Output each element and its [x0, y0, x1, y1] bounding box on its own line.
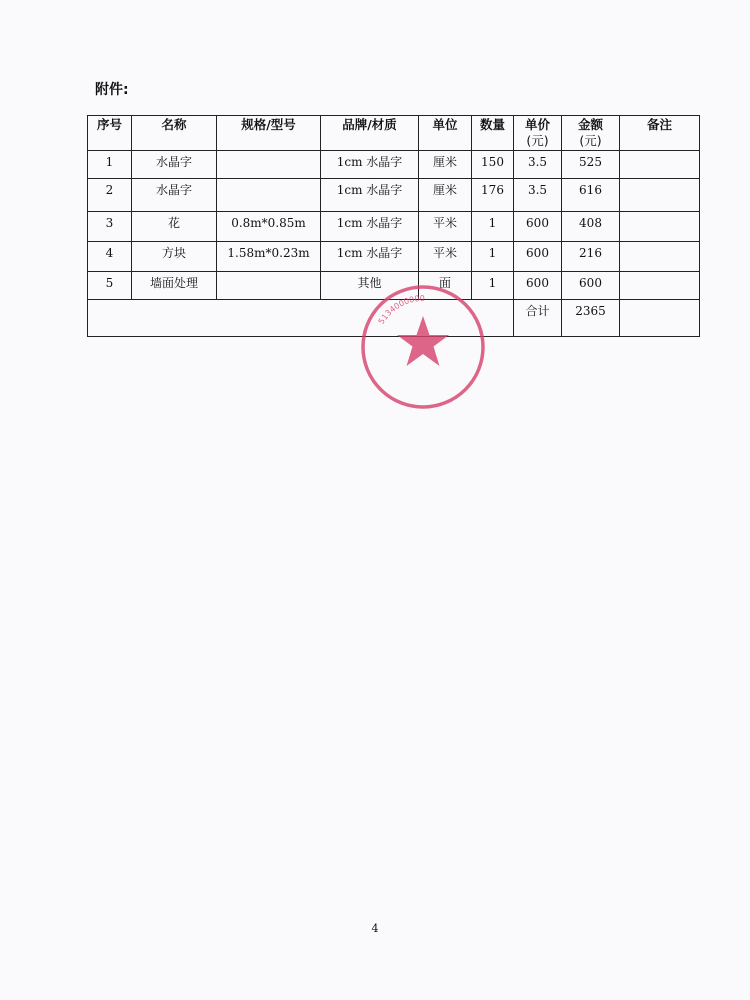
total-label: 合计	[514, 300, 562, 337]
header-spec: 规格/型号	[217, 116, 321, 151]
total-amount: 2365	[562, 300, 620, 337]
header-qty: 数量	[472, 116, 514, 151]
cell-qty: 1	[472, 272, 514, 300]
cell-name: 水晶字	[132, 151, 217, 179]
cell-spec	[217, 272, 321, 300]
cell-qty: 1	[472, 242, 514, 272]
cell-index: 4	[88, 242, 132, 272]
cell-brand: 1cm 水晶字	[321, 242, 419, 272]
cell-price: 600	[514, 272, 562, 300]
cell-spec	[217, 151, 321, 179]
cell-price: 3.5	[514, 179, 562, 212]
cell-unit: 平米	[419, 212, 472, 242]
table-row	[88, 242, 700, 272]
header-unit: 单位	[419, 116, 472, 151]
header-amount-label: 金额	[577, 117, 603, 132]
cell-unit: 平米	[419, 242, 472, 272]
cell-index: 1	[88, 151, 132, 179]
page-number: 4	[371, 922, 379, 935]
cell-brand: 其他	[321, 272, 419, 300]
cell-amount: 216	[562, 242, 620, 272]
cell-spec: 1.58m*0.23m	[217, 242, 321, 272]
company-seal	[358, 282, 488, 412]
cell-unit: 面	[419, 272, 472, 300]
cell-name: 水晶字	[132, 179, 217, 212]
cell-amount: 408	[562, 212, 620, 242]
cell-price: 3.5	[514, 151, 562, 179]
cell-qty: 1	[472, 212, 514, 242]
header-brand: 品牌/材质	[321, 116, 419, 151]
cell-amount: 616	[562, 179, 620, 212]
header-amount	[562, 116, 620, 151]
total-remark	[620, 300, 700, 337]
cell-index: 3	[88, 212, 132, 242]
header-remark: 备注	[620, 116, 700, 151]
cell-qty: 176	[472, 179, 514, 212]
header-price-unit: (元)	[526, 133, 549, 148]
cell-index: 2	[88, 179, 132, 212]
cell-price: 600	[514, 242, 562, 272]
table-row	[88, 179, 700, 212]
cell-brand: 1cm 水晶字	[321, 212, 419, 242]
cell-qty: 150	[472, 151, 514, 179]
header-price-label: 单价	[524, 117, 550, 132]
cell-remark	[620, 151, 700, 179]
cell-brand: 1cm 水晶字	[321, 179, 419, 212]
header-name: 名称	[132, 116, 217, 151]
header-price	[514, 116, 562, 151]
table-row	[88, 212, 700, 242]
header-amount-unit: (元)	[579, 133, 602, 148]
cell-remark	[620, 179, 700, 212]
table-header-row	[88, 116, 700, 151]
attachment-heading: 附件:	[95, 82, 129, 98]
cell-index: 5	[88, 272, 132, 300]
cell-unit: 厘米	[419, 151, 472, 179]
header-index: 序号	[88, 116, 132, 151]
table-row	[88, 151, 700, 179]
cell-price: 600	[514, 212, 562, 242]
cell-name: 花	[132, 212, 217, 242]
cell-remark	[620, 212, 700, 242]
cell-spec: 0.8m*0.85m	[217, 212, 321, 242]
cell-remark	[620, 242, 700, 272]
cell-remark	[620, 272, 700, 300]
seal-number: 5134000000	[376, 293, 425, 326]
cell-amount: 600	[562, 272, 620, 300]
cell-brand: 1cm 水晶字	[321, 151, 419, 179]
cell-name: 方块	[132, 242, 217, 272]
cell-name: 墙面处理	[132, 272, 217, 300]
cell-unit: 厘米	[419, 179, 472, 212]
cell-amount: 525	[562, 151, 620, 179]
cell-spec	[217, 179, 321, 212]
